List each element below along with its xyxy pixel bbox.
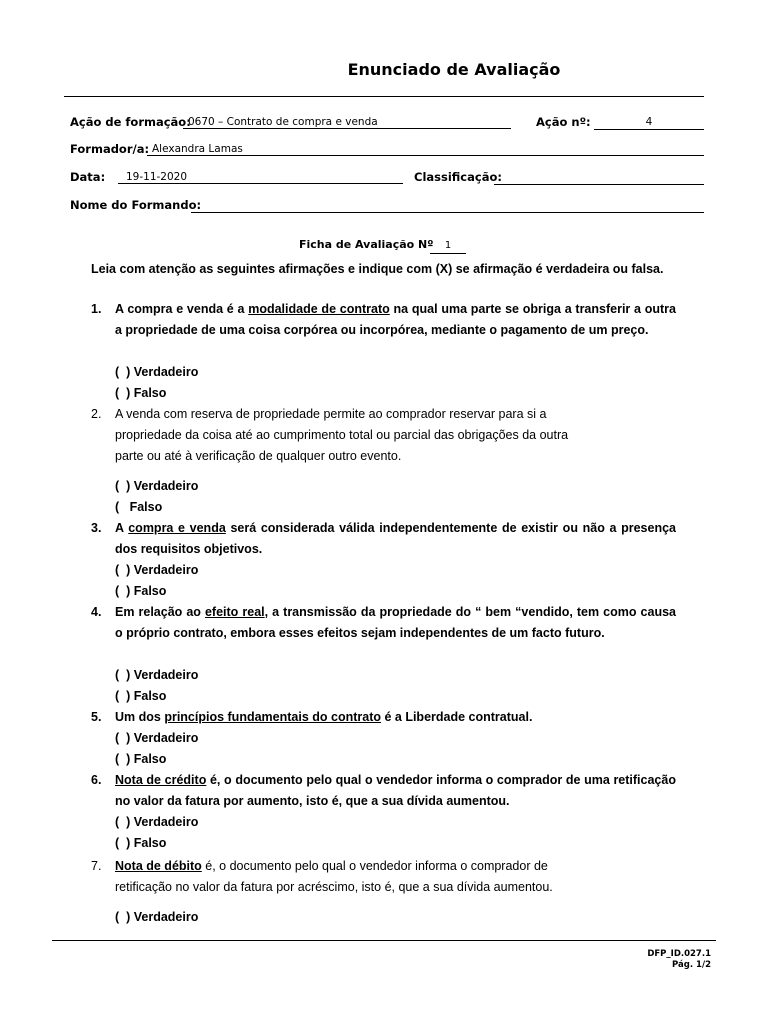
question-text: , a transmissão da propriedade do “ bem “vendido, tem como causa o próprio contrato, embora esses efeitos sejam independentes de um facto futuro. <box>115 605 676 640</box>
q4-verdadeiro-option[interactable]: ( ) Verdadeiro <box>115 668 199 682</box>
q2-verdadeiro-option[interactable]: ( ) Verdadeiro <box>115 479 199 493</box>
question-7 <box>91 856 676 898</box>
question-5 <box>91 707 676 728</box>
question-text: é a Liberdade contratual. <box>381 710 533 724</box>
question-text-line: parte ou até à verificação de qualquer outro evento. <box>115 449 402 463</box>
acao-formacao-label: Ação de formação: <box>70 115 191 129</box>
footer <box>647 949 711 971</box>
question-2 <box>91 404 676 467</box>
question-number: 6. <box>91 773 102 787</box>
question-number: 4. <box>91 605 102 619</box>
acao-n-label: Ação nº: <box>536 115 591 129</box>
header-divider <box>64 96 704 97</box>
question-underlined: compra e venda <box>128 521 226 535</box>
q5-falso-option[interactable]: ( ) Falso <box>115 752 167 766</box>
question-text: A <box>115 521 129 535</box>
q2-falso-option[interactable]: ( Falso <box>115 500 163 514</box>
q1-verdadeiro-option[interactable]: ( ) Verdadeiro <box>115 365 199 379</box>
question-text: A compra e venda é a <box>115 302 249 316</box>
question-number: 2. <box>91 407 102 421</box>
page-title: Enunciado de Avaliação <box>347 60 561 79</box>
question-4 <box>91 602 676 644</box>
nome-formando-label: Nome do Formando: <box>70 198 202 212</box>
question-text: Em relação ao <box>115 605 205 619</box>
question-1 <box>91 299 676 341</box>
question-underlined: Nota de débito <box>115 859 202 873</box>
q6-verdadeiro-option[interactable]: ( ) Verdadeiro <box>115 815 199 829</box>
question-number: 1. <box>91 302 102 316</box>
instructions: Leia com atenção as seguintes afirmações e indique com (X) se afirmação é verdadeira ou falsa. <box>91 262 664 276</box>
question-text: na qual uma parte se obriga a transferir a outra a propriedade de uma coisa corpórea ou incorpórea, mediante o pagamento de um preço. <box>115 302 676 337</box>
data-field[interactable]: 19-11-2020 <box>118 170 403 184</box>
q3-verdadeiro-option[interactable]: ( ) Verdadeiro <box>115 563 199 577</box>
question-text: será considerada válida independentemente de existir ou não a presença dos requisitos objetivos. <box>115 521 677 556</box>
acao-n-field[interactable]: 4 <box>594 115 704 130</box>
question-number: 5. <box>91 710 102 724</box>
classificacao-label: Classificação: <box>414 170 502 184</box>
footer-divider <box>52 940 716 941</box>
formador-label: Formador/a: <box>70 142 150 156</box>
page-number: Pág. 1/2 <box>672 960 711 970</box>
question-text: é, o documento pelo qual o vendedor informa o comprador de uma retificação no valor da fatura por aumento, isto é, que a sua dívida aumentou. <box>115 773 676 808</box>
question-text: é, o documento pelo qual o vendedor informa o comprador de <box>201 859 548 873</box>
ficha-number[interactable]: 1 <box>430 239 466 254</box>
document-code: DFP_ID.027.1 <box>647 949 711 959</box>
question-text-line: A venda com reserva de propriedade permite ao comprador reservar para si a <box>115 407 547 421</box>
data-label: Data: <box>70 170 106 184</box>
question-underlined: princípios fundamentais do contrato <box>164 710 381 724</box>
question-text-line: propriedade da coisa até ao cumprimento total ou parcial das obrigações da outra <box>115 428 569 442</box>
question-number: 7. <box>91 859 102 873</box>
q7-verdadeiro-option[interactable]: ( ) Verdadeiro <box>115 910 199 924</box>
q6-falso-option[interactable]: ( ) Falso <box>115 836 167 850</box>
question-text-line: retificação no valor da fatura por acréscimo, isto é, que a sua dívida aumentou. <box>115 880 553 894</box>
acao-formacao-field[interactable]: 0670 – Contrato de compra e venda <box>183 115 511 129</box>
q3-falso-option[interactable]: ( ) Falso <box>115 584 167 598</box>
question-3 <box>91 518 676 560</box>
formador-field[interactable]: Alexandra Lamas <box>147 142 704 156</box>
q5-verdadeiro-option[interactable]: ( ) Verdadeiro <box>115 731 199 745</box>
q1-falso-option[interactable]: ( ) Falso <box>115 386 167 400</box>
question-number: 3. <box>91 521 102 535</box>
q4-falso-option[interactable]: ( ) Falso <box>115 689 167 703</box>
ficha-label: Ficha de Avaliação Nº <box>299 238 434 251</box>
classificacao-field[interactable] <box>494 170 704 185</box>
question-underlined: Nota de crédito <box>115 773 207 787</box>
question-text: Um dos <box>115 710 165 724</box>
question-6 <box>91 770 676 812</box>
question-underlined: modalidade de contrato <box>248 302 390 316</box>
question-underlined: efeito real <box>204 605 265 619</box>
nome-formando-field[interactable] <box>191 198 704 213</box>
